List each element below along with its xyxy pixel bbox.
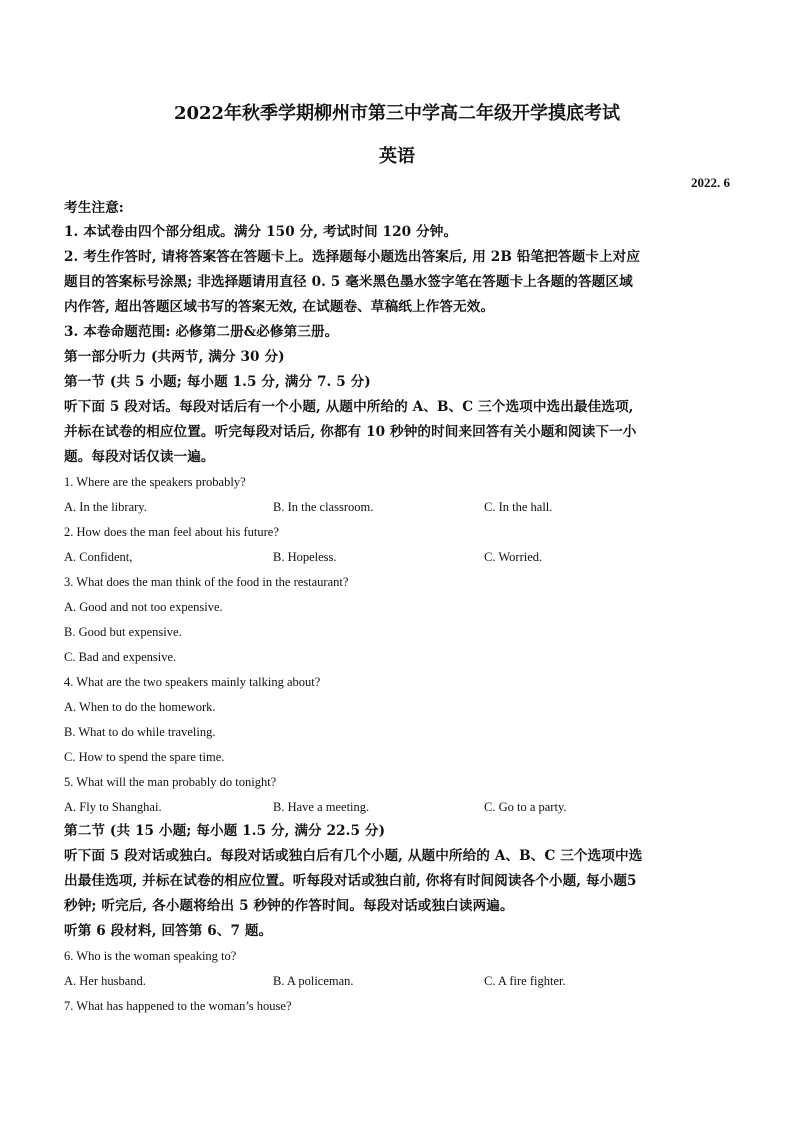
question-3-option-c: C. Bad and expensive. bbox=[64, 650, 177, 664]
question-5-option-c: C. Go to a party. bbox=[484, 800, 567, 814]
question-2-option-a: A. Confident, bbox=[64, 550, 133, 564]
section2-heading: 第二节 (共 15 小题; 每小题 1.5 分, 满分 22.5 分) bbox=[64, 823, 386, 839]
question-6-option-c: C. A fire fighter. bbox=[484, 974, 566, 988]
question-3-option-b: B. Good but expensive. bbox=[64, 625, 182, 639]
question-4: 4. What are the two speakers mainly talking about? bbox=[64, 675, 321, 689]
section2-instruction-line-3: 秒钟; 听完后, 各小题将给出 5 秒钟的作答时间。每段对话或独白读两遍。 bbox=[64, 898, 514, 914]
section1-instruction-line-3: 题。每段对话仅读一遍。 bbox=[64, 449, 215, 465]
question-6: 6. Who is the woman speaking to? bbox=[64, 949, 237, 963]
question-1-option-c: C. In the hall. bbox=[484, 500, 553, 514]
question-5: 5. What will the man probably do tonight? bbox=[64, 775, 277, 789]
question-3-option-a: A. Good and not too expensive. bbox=[64, 600, 223, 614]
exam-title: 2022年秋季学期柳州市第三中学高二年级开学摸底考试 bbox=[173, 103, 621, 124]
exam-date: 2022. 6 bbox=[691, 175, 730, 190]
question-4-option-b: B. What to do while traveling. bbox=[64, 725, 216, 739]
question-2-option-c: C. Worried. bbox=[484, 550, 543, 564]
section2-instruction-line-1: 听下面 5 段对话或独白。每段对话或独白后有几个小题, 从题中所给的 A、B、C 三个选项中选 bbox=[64, 848, 643, 864]
notice-item-2-line-1: 2. 考生作答时, 请将答案答在答题卡上。选择题每小题选出答案后, 用 2B 铅笔把答题卡上对应 bbox=[64, 249, 641, 265]
notice-heading: 考生注意: bbox=[64, 200, 124, 216]
question-5-option-b: B. Have a meeting. bbox=[273, 800, 370, 814]
question-6-option-b: B. A policeman. bbox=[273, 974, 354, 988]
question-6-option-a: A. Her husband. bbox=[64, 974, 146, 988]
question-1: 1. Where are the speakers probably? bbox=[64, 475, 246, 489]
question-5-option-a: A. Fly to Shanghai. bbox=[64, 800, 162, 814]
notice-item-2-line-2: 题目的答案标号涂黑; 非选择题请用直径 0. 5 毫米黑色墨水签字笔在答题卡上各题的答题区域 bbox=[64, 274, 633, 290]
question-4-option-c: C. How to spend the spare time. bbox=[64, 750, 225, 764]
notice-item-1: 1. 本试卷由四个部分组成。满分 150 分, 考试时间 120 分钟。 bbox=[64, 224, 458, 240]
section1-instruction-line-2: 并标在试卷的相应位置。听完每段对话后, 你都有 10 秒钟的时间来回答有关小题和阅读下一小 bbox=[64, 424, 637, 440]
subject-title: 英语 bbox=[379, 146, 415, 167]
question-3: 3. What does the man think of the food in the restaurant? bbox=[64, 575, 349, 589]
question-4-option-a: A. When to do the homework. bbox=[64, 700, 216, 714]
section1-heading: 第一节 (共 5 小题; 每小题 1.5 分, 满分 7. 5 分) bbox=[64, 374, 371, 390]
material-6-heading: 听第 6 段材料, 回答第 6、7 题。 bbox=[64, 923, 273, 939]
question-7: 7. What has happened to the woman’s house? bbox=[64, 999, 292, 1013]
section2-instruction-line-2: 出最佳选项, 并标在试卷的相应位置。听每段对话或独白前, 你将有时间阅读各个小题, 每小题5 bbox=[64, 873, 637, 889]
notice-item-2-line-3: 内作答, 超出答题区域书写的答案无效, 在试题卷、草稿纸上作答无效。 bbox=[64, 299, 495, 315]
question-1-option-a: A. In the library. bbox=[64, 500, 147, 514]
section1-instruction-line-1: 听下面 5 段对话。每段对话后有一个小题, 从题中所给的 A、B、C 三个选项中选出最佳选项, bbox=[64, 399, 634, 415]
question-1-option-b: B. In the classroom. bbox=[273, 500, 374, 514]
notice-item-3: 3. 本卷命题范围: 必修第二册&必修第三册。 bbox=[64, 324, 339, 340]
question-2-option-b: B. Hopeless. bbox=[273, 550, 337, 564]
part1-heading: 第一部分听力 (共两节, 满分 30 分) bbox=[64, 349, 285, 365]
question-2: 2. How does the man feel about his future? bbox=[64, 525, 279, 539]
